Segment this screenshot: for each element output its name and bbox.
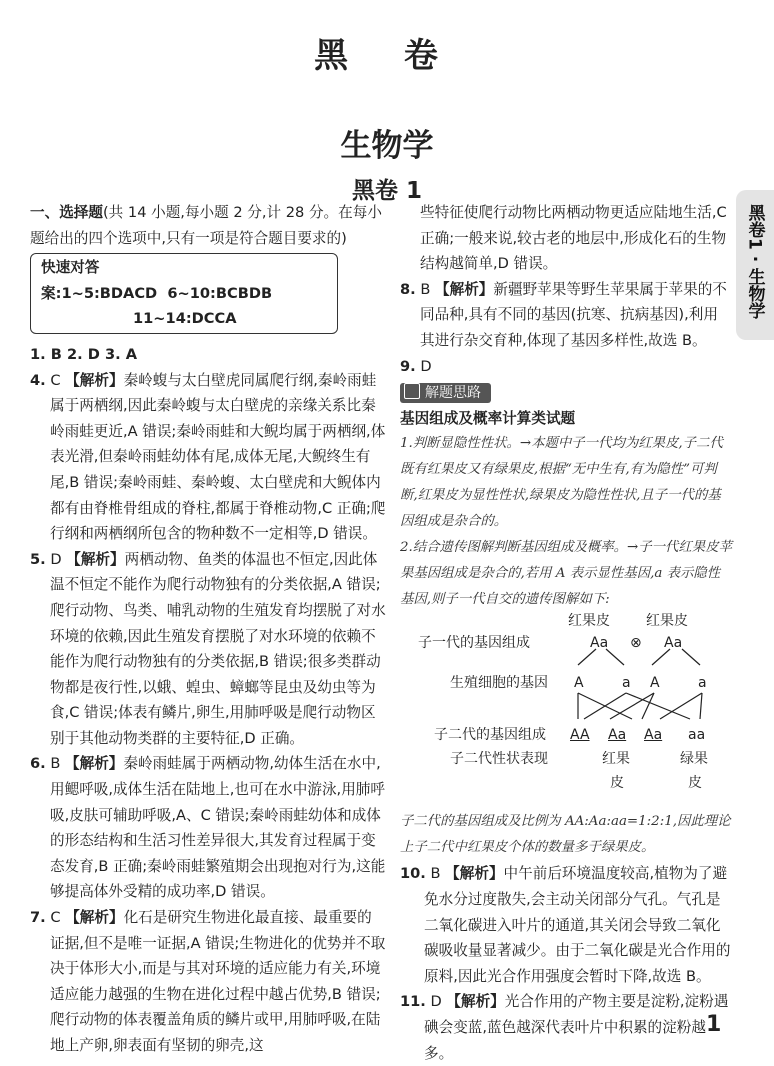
header-title: 黑 卷	[314, 36, 460, 76]
gamete-4: a	[698, 675, 707, 692]
q7-tag: 【解析】	[65, 909, 124, 927]
think-heading: 基因组成及概率计算类试题	[400, 409, 576, 427]
q7-answer: C	[50, 909, 61, 927]
question-6	[30, 751, 386, 905]
conclusion-text: 子二代的基因组成及比例为 AA:Aa:aa=1:2:1,因此理论上子二代中红果皮个体的数量多于绿果皮。	[400, 814, 731, 856]
q7-continued	[400, 200, 732, 277]
page-number: 1	[706, 1012, 722, 1037]
offspring-1: AA	[570, 727, 590, 744]
green-label-a: 绿果	[680, 751, 708, 768]
short-answers	[30, 342, 386, 368]
q5-tag: 【解析】	[66, 550, 125, 568]
q11-num: 11.	[400, 993, 426, 1011]
q8-tag: 【解析】	[435, 280, 494, 298]
q5-text: 两栖动物、鱼类的体温也不恒定,因此体温不恒定不能作为爬行动物独有的分类依据,A 错误;爬行动物、鸟类、哺乳动物的生殖发育均摆脱了对水环境的依赖,因此生殖发育摆脱了对水环境的依赖不能作为爬行动物独有的分类依据,B 错误;很多类群动物都是夜行性,以蛾、蝗虫、蟑螂等昆虫及幼虫等为食,C 错误;体表有鳞片,卵生,用肺呼吸是爬行动物区别于其他动物类群的主要特征,D 正确。	[50, 550, 386, 747]
quick-answer-label: 快速对答案:	[41, 259, 100, 302]
row1-label: 子一代的基因组成	[418, 635, 530, 652]
pencil-icon	[404, 383, 420, 399]
think-conclusion	[400, 809, 732, 861]
think-tag-label: 解题思路	[425, 385, 481, 402]
p-red-2: 红果皮	[646, 613, 688, 630]
q11-text: 光合作用的产物主要是淀粉,淀粉遇碘会变蓝,蓝色越深代表叶片中积累的淀粉越多。	[424, 993, 729, 1062]
question-7	[30, 905, 386, 1059]
section-heading	[30, 200, 386, 251]
q10-tag: 【解析】	[445, 865, 504, 883]
quick-answer-part3: 11~14:DCCA	[133, 310, 237, 328]
q11-tag: 【解析】	[446, 993, 505, 1011]
q7-cont-text: 些特征使爬行动物比两栖动物更适应陆地生活,C 正确;一般来说,较古老的地层中,形成化石的生物结构越简单,D 错误。	[420, 204, 727, 273]
q8-text: 新疆野苹果等野生苹果属于苹果的不同品种,具有不同的基因(抗寒、抗病基因),利用其进行杂交育种,体现了基因多样性,故选 B。	[420, 280, 727, 349]
row3-label: 子二代的基因组成	[434, 727, 546, 744]
question-4	[30, 368, 386, 547]
left-column	[30, 200, 386, 1059]
quick-answer-box	[30, 253, 338, 334]
short-answers-text: 1. B 2. D 3. A	[30, 345, 138, 363]
q6-num: 6.	[30, 755, 46, 773]
think-step1	[400, 431, 732, 535]
section-heading-label: 一、选择题	[30, 204, 103, 221]
row4-label: 子二代性状表现	[450, 751, 548, 768]
q8-answer: B	[420, 280, 431, 298]
q10-answer: B	[430, 865, 441, 883]
q5-num: 5.	[30, 550, 46, 568]
q10-text: 中午前后环境温度较高,植物为了避免水分过度散失,会主动关闭部分气孔。气孔是二氧化碳进入叶片的通道,其关闭会导致二氧化碳吸收量显著减少。由于二氧化碳是光合作用的原料,因此光合作用强度会暂时下降,故选 B。	[424, 865, 731, 985]
quick-answer-part2: 6~10:BCBDB	[167, 284, 273, 302]
red-label-b: 皮	[610, 775, 624, 792]
q11-answer: D	[430, 993, 442, 1011]
quick-answer-part1: 1~5:BDACD	[61, 284, 158, 302]
genetic-diagram	[400, 613, 732, 809]
q10-num: 10.	[400, 865, 426, 883]
q6-text: 秦岭雨蛙属于两栖动物,幼体生活在水中,用鳃呼吸,成体生活在陆地上,也可在水中游泳,用肺呼吸,皮肤可辅助呼吸,A、C 错误;秦岭雨蛙幼体和成体的形态结构和生活习性差异很大,其发育过程属于变态发育,B 正确;秦岭雨蛙繁殖期会出现抱对行为,这能够提高体外受精的成功率,D 错误。	[50, 755, 386, 901]
parent-2-genotype: Aa	[664, 635, 683, 652]
think-step2	[400, 535, 732, 613]
think-tag	[400, 383, 491, 403]
side-tab	[736, 190, 774, 340]
p-red-1: 红果皮	[568, 613, 610, 630]
parent-1-genotype: Aa	[590, 635, 609, 652]
question-8	[400, 277, 732, 354]
offspring-3: Aa	[644, 727, 663, 744]
q8-num: 8.	[400, 280, 416, 298]
question-11	[400, 989, 732, 1066]
red-label-a: 红果	[602, 751, 630, 768]
gamete-3: A	[650, 675, 660, 692]
question-5	[30, 547, 386, 752]
q4-tag: 【解析】	[65, 371, 124, 389]
q9-answer: D	[420, 357, 432, 375]
gamete-2: a	[622, 675, 631, 692]
offspring-2: Aa	[608, 727, 627, 744]
step1-text: 1.判断显隐性性状。→本题中子一代均为红果皮,子二代既有红果皮又有绿果皮,根据“无中生有,有为隐性”可判断,红果皮为显性性状,绿果皮为隐性性状,且子一代的基因组成是杂合的。	[400, 436, 723, 530]
q4-answer: C	[50, 371, 61, 389]
cross-symbol: ⊗	[630, 635, 642, 652]
q9-num: 9.	[400, 357, 416, 375]
question-10	[400, 861, 732, 989]
q4-num: 4.	[30, 371, 46, 389]
gamete-1: A	[574, 675, 584, 692]
section-info: (共 14 小题,每小题 2 分,计 28 分。在每小题给出的四个选项中,只有一项是符合题目要求的)	[30, 204, 382, 247]
row2-label: 生殖细胞的基因	[450, 675, 548, 692]
step2-text: 2.结合遗传图解判断基因组成及概率。→子一代红果皮苹果基因组成是杂合的,若用 A 表示显性基因,a 表示隐性基因,则子一代自交的遗传图解如下:	[400, 540, 732, 608]
q6-answer: B	[50, 755, 61, 773]
green-label-b: 皮	[688, 775, 702, 792]
q4-text: 秦岭蝮与太白壁虎同属爬行纲,秦岭雨蛙属于两栖纲,因此秦岭蝮与太白壁虎的亲缘关系比秦岭雨蛙更近,A 错误;秦岭雨蛙和大鲵均属于两栖纲,体表光滑,但秦岭雨蛙幼体有尾,成体无尾,大鲵终生有尾,B 错误;秦岭雨蛙、秦岭蝮、太白壁虎和大鲵体内都有由脊椎骨组成的脊柱,都属于脊椎动物,C 正确;爬行纲和两栖纲所包含的物种数不一定相等,D 错误。	[50, 371, 386, 543]
q7-num: 7.	[30, 909, 46, 927]
q7-text: 化石是研究生物进化最直接、最重要的证据,但不是唯一证据,A 错误;生物进化的优势并不取决于体形大小,而是与其对环境的适应能力有关,环境适应能力越强的生物在进化过程中越占优势,B 错误;爬行动物的体表覆盖角质的鳞片或甲,用肺呼吸,在陆地上产卵,卵表面有坚韧的卵壳,这	[50, 909, 386, 1054]
paper-title: 黑卷 1	[351, 178, 422, 204]
right-column	[400, 200, 732, 1066]
question-9	[400, 354, 732, 380]
subject-title: 生物学	[340, 128, 434, 164]
side-tab-label: 黑卷1 · 生物学	[744, 204, 765, 320]
offspring-4: aa	[688, 727, 706, 744]
q6-tag: 【解析】	[65, 755, 124, 773]
q5-answer: D	[50, 550, 62, 568]
